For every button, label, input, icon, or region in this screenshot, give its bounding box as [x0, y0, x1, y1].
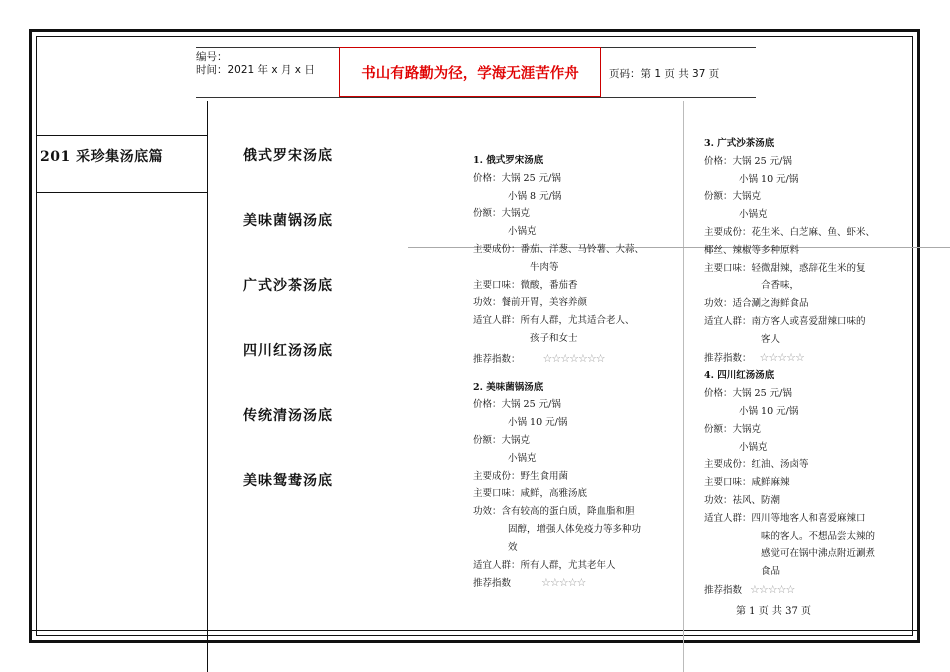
- portion-large: 份额：大锅克: [473, 208, 531, 220]
- ingredients: 主要成份：野生食用菌: [473, 470, 569, 482]
- recommend-label: 推荐指数: [704, 584, 743, 596]
- motto-text: 书山有路勤为径，学海无涯苦作舟: [361, 65, 579, 82]
- price-small: 小锅 10 元/锅: [739, 405, 799, 417]
- taste: 主要口味：咸鲜麻辣: [704, 477, 790, 489]
- suitable-people: 适宜人群：南方客人或喜爱甜辣口味的: [704, 315, 866, 327]
- soup-detail-title: 4. 四川红汤汤底: [704, 370, 775, 382]
- time-label: 时间：2021 年 x 月 x 日: [196, 64, 315, 76]
- soup-detail-title: 3. 广式沙茶汤底: [704, 138, 775, 149]
- motto-box: [339, 47, 601, 97]
- category-title: 201 采珍集汤底篇: [40, 149, 164, 165]
- star-rating-icon: ☆☆☆☆☆: [759, 350, 804, 364]
- price-large: 价格：大锅 25 元/锅: [704, 388, 792, 400]
- portion-small: 小锅克: [508, 452, 537, 464]
- price-small: 小锅 10 元/锅: [739, 173, 799, 185]
- soup-detail-column-1: [473, 152, 681, 593]
- star-rating-icon: ☆☆☆☆☆: [541, 576, 586, 590]
- page-number-footer: 第 1 页 共 37 页: [736, 606, 811, 617]
- ingredients: 主要成份：花生米、白芝麻、鱼、虾米、: [704, 226, 876, 238]
- taste-cont: 合香味，: [761, 280, 800, 292]
- price-large: 价格：大锅 25 元/锅: [704, 155, 792, 167]
- column-divider-right: [683, 101, 684, 672]
- price-large: 价格：大锅 25 元/锅: [473, 399, 561, 411]
- ingredients-cont: 牛肉等: [530, 261, 559, 273]
- number-label: 编号：: [196, 51, 228, 63]
- suitable-people-cont: 感觉可在锅中沸点附近涮煮: [761, 548, 876, 560]
- suitable-people-cont: 孩子和女士: [530, 332, 578, 344]
- portion-small: 小锅克: [508, 226, 537, 238]
- effect: 功效：祛风、防潮: [704, 494, 781, 506]
- taste: 主要口味：微酸，番茄香: [473, 279, 578, 291]
- recommend-label: 推荐指数：: [704, 352, 752, 364]
- page-number-header: 页码：第 1 页 共 37 页: [609, 68, 720, 80]
- recommend-label: 推荐指数: [473, 578, 512, 590]
- suitable-people-cont: 食品: [761, 566, 781, 578]
- header-rule-bottom: [196, 97, 756, 98]
- frame-bottom-rule: [32, 630, 917, 631]
- suitable-people: 适宜人群：所有人群，尤其老年人: [473, 559, 616, 571]
- suitable-people: 适宜人群：四川等地客人和喜爱麻辣口: [704, 512, 866, 524]
- soup-list-item: 传统清汤汤底: [243, 408, 333, 424]
- suitable-people: 适宜人群：所有人群，尤其适合老人、: [473, 315, 635, 327]
- price-small: 小锅 10 元/锅: [508, 417, 568, 429]
- taste: 主要口味：咸鲜，高雅汤底: [473, 488, 588, 500]
- soup-list-item: 俄式罗宋汤底: [243, 148, 333, 164]
- soup-detail-column-2: [704, 135, 914, 600]
- effect-cont: 效: [508, 541, 518, 553]
- column-divider-left: [207, 101, 208, 672]
- header-meta: [196, 47, 339, 97]
- soup-list-item: 四川红汤汤底: [243, 343, 333, 359]
- portion-large: 份额：大锅克: [473, 434, 531, 446]
- category-rule-top: [36, 135, 208, 136]
- ingredients: 主要成份：红油、汤卤等: [704, 459, 809, 471]
- soup-detail-title: 1. 俄式罗宋汤底: [473, 155, 544, 166]
- ingredients: 主要成份：番茄、洋葱、马铃薯、大蒜、: [473, 243, 645, 255]
- price-large: 价格：大锅 25 元/锅: [473, 172, 561, 184]
- taste: 主要口味：轻微甜辣，惑辞花生米的复: [704, 262, 866, 274]
- portion-small: 小锅克: [739, 209, 768, 221]
- star-rating-icon: ☆☆☆☆☆☆☆: [542, 351, 605, 365]
- soup-list-item: 广式沙茶汤底: [243, 278, 333, 294]
- soup-list-item: 美味菌锅汤底: [243, 213, 333, 229]
- category-rule-bottom: [36, 192, 208, 193]
- price-small: 小锅 8 元/锅: [508, 190, 562, 202]
- soup-list-item: 美味鸳鸯汤底: [243, 473, 333, 489]
- suitable-people-cont: 客人: [761, 333, 781, 345]
- effect: 功效：餐前开胃，美容养颜: [473, 297, 588, 309]
- recommend-label: 推荐指数：: [473, 353, 521, 365]
- suitable-people-cont: 味的客人。不想品尝太辣的: [761, 530, 876, 542]
- portion-large: 份额：大锅克: [704, 423, 762, 435]
- portion-large: 份额：大锅克: [704, 191, 762, 203]
- effect-cont: 固醇，增强人体免疫力等多种功: [508, 523, 642, 535]
- ingredients-cont: 椰丝、辣椒等多种原料: [704, 244, 800, 256]
- effect: 功效：含有较高的蛋白质，降血脂和胆: [473, 506, 635, 518]
- soup-detail-title: 2. 美味菌锅汤底: [473, 381, 544, 393]
- effect: 功效：适合涮之海鲜食品: [704, 298, 809, 310]
- star-rating-icon: ☆☆☆☆☆: [750, 582, 795, 596]
- portion-small: 小锅克: [739, 441, 768, 453]
